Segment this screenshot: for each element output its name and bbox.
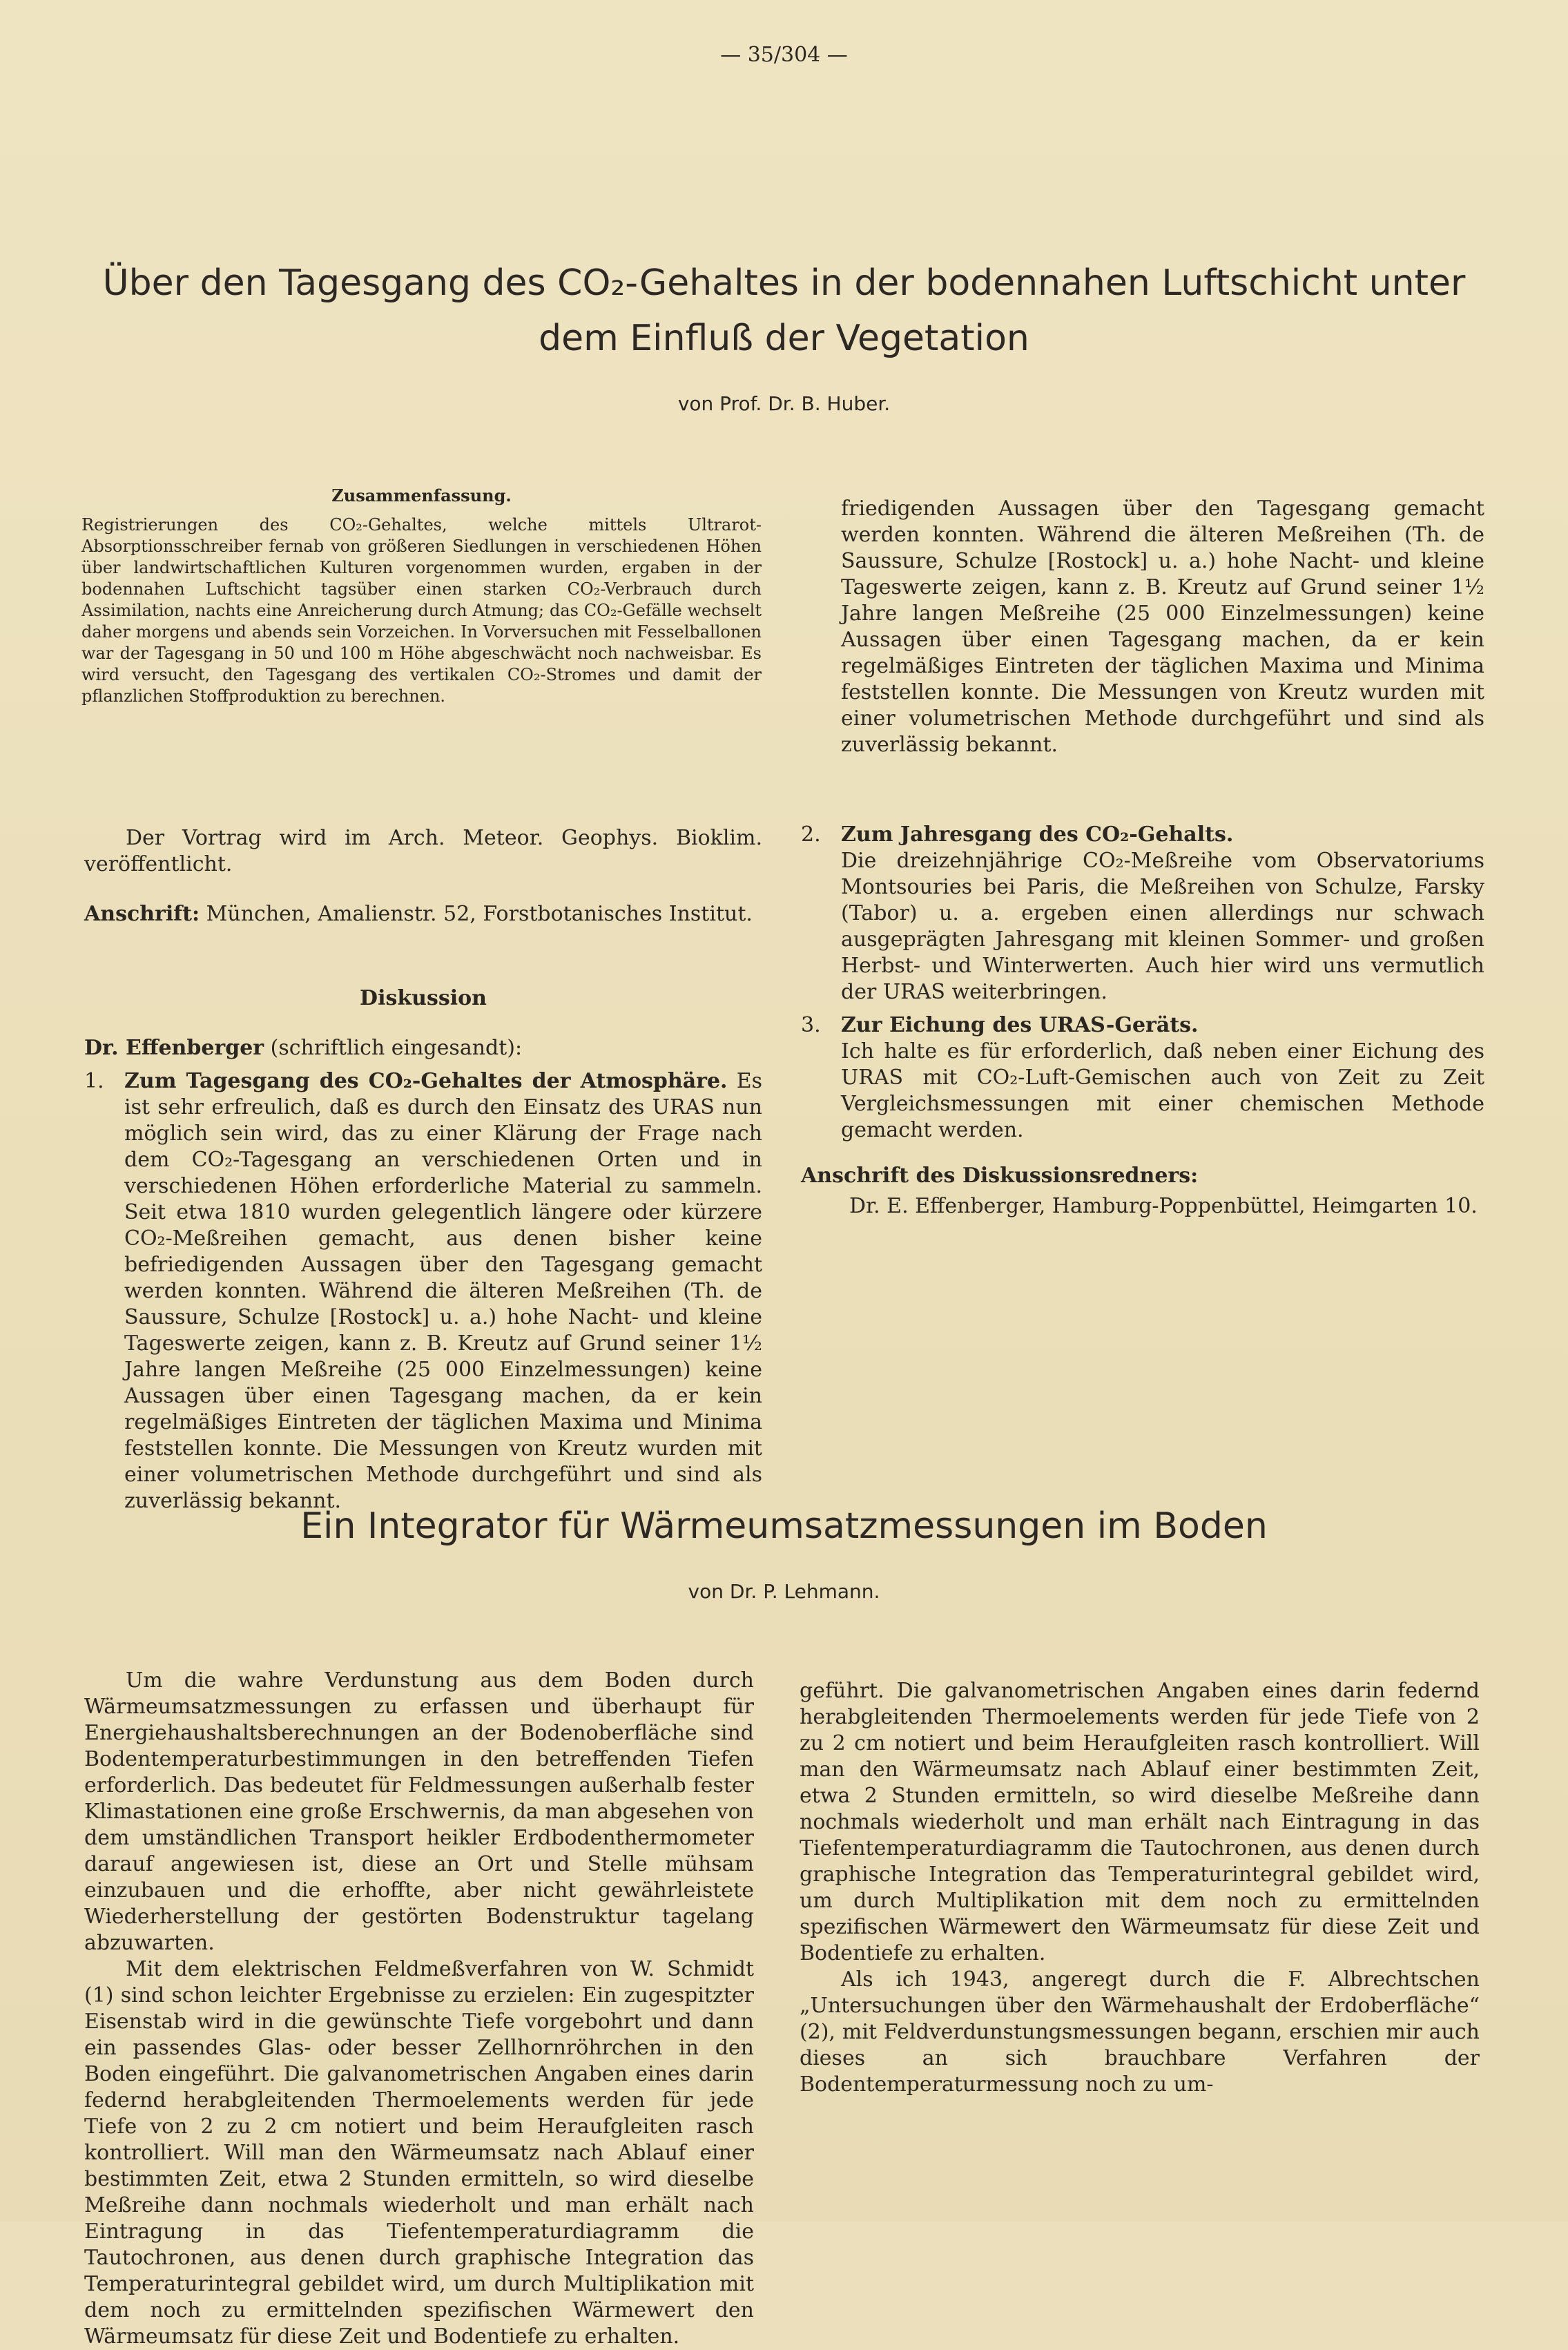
discussion-item-3 xyxy=(801,1012,1484,1144)
article2-paragraph-1: Um die wahre Verdunstung aus dem Boden durch Wärmeumsatzmessungen zu erfassen und überhaupt für Energiehaushaltsberechnungen an der Bodenoberfläche sind Bodentemperaturbestimmungen in den betreffenden Tiefen erforderlich. Das bedeutet für Feldmessungen außerhalb fester Klimastationen eine große Erschwernis, da man abgesehen von dem umständlichen Transport heikler Erdbodenthermometer darauf angewiesen ist, diese an Ort und Stelle mühsam einzubauen und die erhoffte, aber nicht gewährleistete Wiederherstellung der gestörten Bodenstruktur tagelang abzuwarten. xyxy=(84,1668,755,1955)
discussion-item-1 xyxy=(84,1068,762,1513)
page-number: — 35/304 — xyxy=(720,43,848,67)
discussant-line xyxy=(84,1035,762,1061)
discussant-address-heading: Anschrift des Diskussionsredners: xyxy=(801,1164,1199,1188)
item1-text: Es ist sehr erfreulich, daß es durch den Einsatz des URAS nun möglich sein wird, das zu einer Klärung der Frage nach dem CO₂-Tagesgang an verschiedenen Orten und in verschiedenen Höhen erforderliche Material zu sammeln. Seit etwa 1810 wurden gelegentlich längere oder kürzere CO₂-Meßreihen gemacht, aus denen bisher keine befriedigenden Aussagen über den Tagesgang gemacht werden konnten. Während die älteren Meßreihen (Th. de Saussure, Schulze [Rostock] u. a.) hohe Nacht- und kleine Tageswerte zeigen, kann z. B. Kreutz auf Grund seiner 1½ Jahre langen Meßreihe (25 000 Einzelmessungen) keine Aussagen über einen Tagesgang machen, da er kein regelmäßiges Eintreten der täglichen Maxima und Minima feststellen konnte. Die Messungen von Kreutz wurden mit einer volumetrischen Methode durchgeführt und sind als zuverlässig bekannt. xyxy=(124,1069,762,1513)
summary-text: Registrierungen des CO₂-Gehaltes, welche mittels Ultrarot-Absorptionsschreiber fernab von größeren Siedlungen in verschiedenen Höhen über landwirtschaftlichen Kulturen vorgenommen wurden, ergaben in der bodennahen Luftschicht tagsüber einen starken CO₂-Verbrauch durch Assimilation, nachts eine Anreicherung durch Atmung; das CO₂-Gefälle wechselt daher morgens und abends sein Vorzeichen. In Vorversuchen mit Fesselballonen war der Tagesgang in 50 und 100 m Höhe abgeschwächt noch nachweisbar. Es wird versucht, den Tagesgang des vertikalen CO₂-Stromes und damit der pflanzlichen Stoffproduktion zu berechnen. xyxy=(81,515,762,706)
article2-left-column xyxy=(84,1668,755,2349)
article1-author: von Prof. Dr. B. Huber. xyxy=(677,392,891,415)
item2-number: 2. xyxy=(801,822,821,847)
item3-number: 3. xyxy=(801,1013,821,1037)
item1-heading: Zum Tagesgang des CO₂-Gehaltes der Atmosphäre. xyxy=(124,1069,728,1093)
discussant-note: (schriftlich eingesandt): xyxy=(270,1036,523,1060)
summary-heading: Zusammenfassung. xyxy=(331,485,512,505)
article2-right-column xyxy=(800,1678,1480,2098)
summary-block xyxy=(81,485,762,707)
article2-paragraph-2: Mit dem elektrischen Feldmeßverfahren von W. Schmidt (1) sind schon leichter Ergebnisse zu erzielen: Ein zugespitzter Eisenstab wird in die gewünschte Tiefe vorgebohrt und dann ein passendes Glas- oder besser Zellhornröhrchen in den Boden eingeführt. Die galvanometrischen Angaben eines darin federnd herabgleitenden Thermoelements werden für jede Tiefe von 2 zu 2 cm notiert und beim Heraufgleiten rasch kontrolliert. Will man den Wärmeumsatz nach Ablauf einer bestimmten Zeit, etwa 2 Stunden ermitteln, so wird dieselbe Meßreihe dann nochmals wiederholt und man erhält nach Eintragung in das Tiefentemperaturdiagramm die Tautochronen, aus denen durch graphische Integration das Temperaturintegral gebildet wird, um durch Multiplikation mit dem noch zu ermittelnden spezifischen Wärmewert den Wärmeumsatz für diese Zeit und Bodentiefe zu erhalten. xyxy=(84,1957,754,2349)
item2-text: Die dreizehnjährige CO₂-Meßreihe vom Observatoriums Montsouries bei Paris, die Meßreihen von Schulze, Farsky (Tabor) u. a. ergeben einen allerdings nur schwach ausgeprägten Jahresgang mit kleinen Sommer- und großen Herbst- und Winterwerten. Auch hier wird uns vermutlich der URAS weiterbringen. xyxy=(841,849,1484,1004)
article1-title: Über den Tagesgang des CO₂-Gehaltes in der bodennahen Luftschicht unter dem Einfluß der Vegetation xyxy=(102,262,1466,359)
discussant-address: Dr. E. Effenberger, Hamburg-Poppenbüttel, Heimgarten 10. xyxy=(849,1194,1478,1218)
discussion-heading: Diskussion xyxy=(360,986,487,1010)
publication-note: Der Vortrag wird im Arch. Meteor. Geophys. Bioklim. veröffentlicht. xyxy=(84,826,762,876)
item1-number: 1. xyxy=(84,1069,104,1093)
item2-heading: Zum Jahresgang des CO₂-Gehalts. xyxy=(841,822,1234,847)
discussion-item-2 xyxy=(801,822,1484,1005)
article1-left-column xyxy=(84,825,762,1513)
address-label: Anschrift: xyxy=(84,902,200,926)
article1-right-column xyxy=(801,496,1484,1220)
discussant-name: Dr. Effenberger xyxy=(84,1036,264,1060)
article2-paragraph-2-continuation: geführt. Die galvanometrischen Angaben eines darin federnd herabgleitenden Thermoelements werden für jede Tiefe von 2 zu 2 cm notiert und beim Heraufgleiten rasch kontrolliert. Will man den Wärmeumsatz nach Ablauf einer bestimmten Zeit, etwa 2 Stunden ermitteln, so wird dieselbe Meßreihe dann nochmals wiederholt und man erhält nach Eintragung in das Tiefentemperaturdiagramm die Tautochronen, aus denen durch graphische Integration das Temperaturintegral gebildet wird, um durch Multiplikation mit dem noch zu ermittelnden spezifischen Wärmewert den Wärmeumsatz für diese Zeit und Bodentiefe zu erhalten. xyxy=(800,1679,1480,1965)
address-text: München, Amalienstr. 52, Forstbotanisches Institut. xyxy=(206,902,753,926)
article2-author: von Dr. P. Lehmann. xyxy=(688,1580,880,1603)
author-address xyxy=(84,901,762,927)
item3-text: Ich halte es für erforderlich, daß neben einer Eichung des URAS mit CO₂-Luft-Gemischen auch von Zeit zu Zeit Vergleichsmessungen mit einer chemischen Methode gemacht werden. xyxy=(841,1039,1484,1142)
article2-paragraph-3: Als ich 1943, angeregt durch die F. Albrechtschen „Untersuchungen über den Wärmehaushalt der Erdoberfläche“ (2), mit Feldverdunstungsmessungen begann, erschien mir auch dieses an sich brauchbare Verfahren der Bodentemperaturmessung noch zu um- xyxy=(800,1967,1480,2097)
item1-continuation: friedigenden Aussagen über den Tagesgang gemacht werden konnten. Während die älteren Meßreihen (Th. de Saussure, Schulze [Rostock] u. a.) hohe Nacht- und kleine Tageswerte zeigen, kann z. B. Kreutz auf Grund seiner 1½ Jahre langen Meßreihe (25 000 Einzelmessungen) keine Aussagen über einen Tagesgang machen, da er kein regelmäßiges Eintreten der täglichen Maxima und Minima feststellen konnte. Die Messungen von Kreutz wurden mit einer volumetrischen Methode durchgeführt und sind als zuverlässig bekannt. xyxy=(841,497,1484,757)
item3-heading: Zur Eichung des URAS-Geräts. xyxy=(841,1013,1199,1037)
article2-title: Ein Integrator für Wärmeumsatzmessungen im Boden xyxy=(300,1505,1268,1547)
